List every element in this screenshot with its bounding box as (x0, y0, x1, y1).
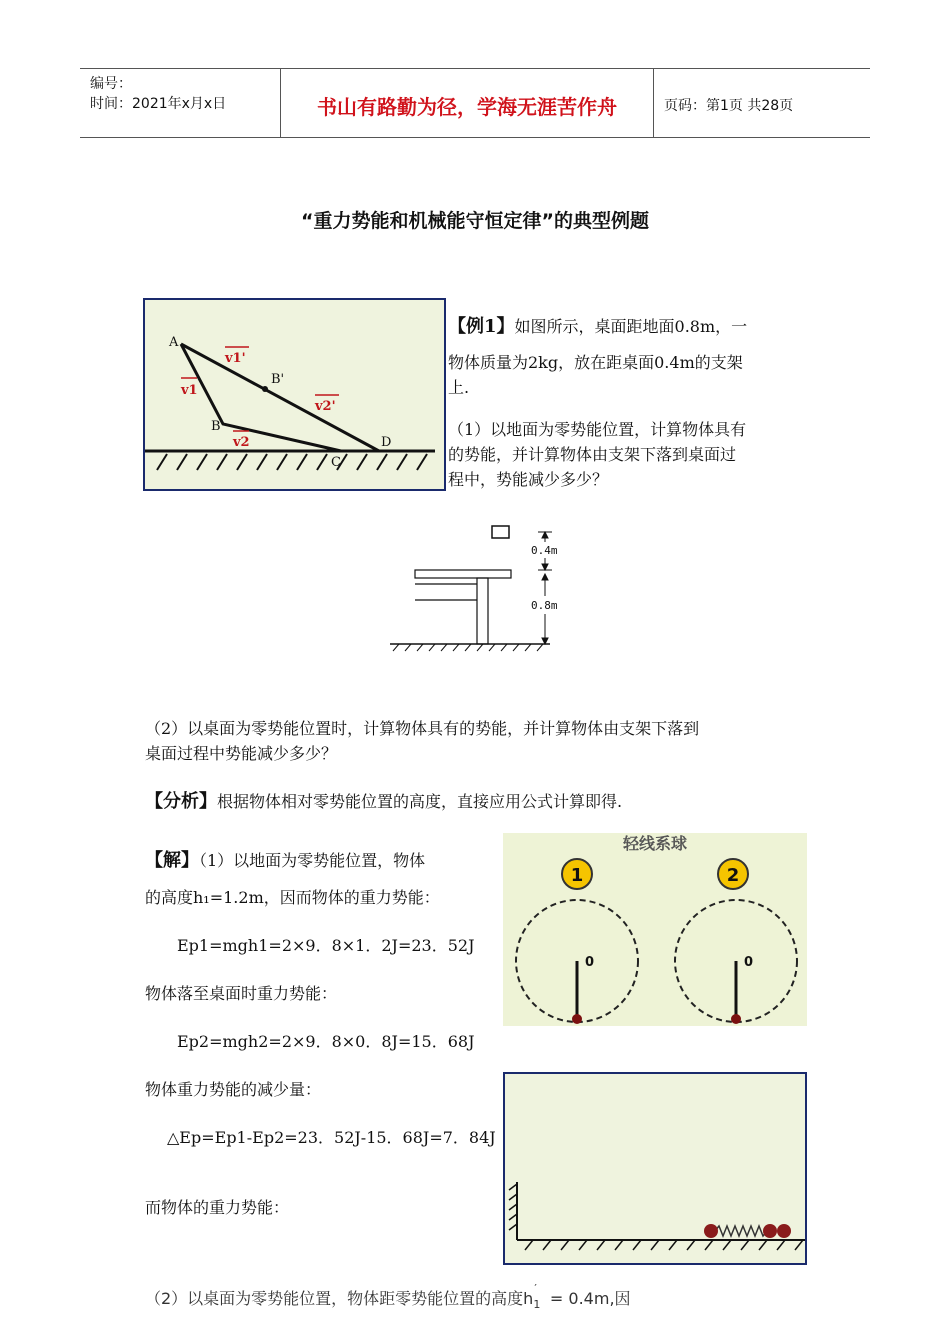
solution-block (145, 848, 500, 1220)
analysis-tag: 【分析】 (145, 791, 217, 812)
page-title: “重力势能和机械能守恒定律”的典型例题 (301, 210, 649, 232)
spring-diagram (505, 1074, 805, 1263)
label-v1-prime: v1' (225, 351, 246, 366)
bottom-line: （2）以桌面为零势能位置，物体距零势能位置的高度$h_1' = 0.4m$,因 (145, 1282, 631, 1311)
label-v1: v1 (181, 383, 198, 398)
table-diagram (385, 518, 585, 658)
analysis-block (145, 789, 825, 814)
incline-diagram (145, 300, 444, 489)
figure-spring (503, 1072, 807, 1265)
figure-table-stand (385, 518, 585, 658)
solution-l5: 而物体的重力势能： (145, 1198, 290, 1217)
page-header (80, 68, 870, 138)
pendulum-diagram (503, 833, 807, 1026)
example1-tag: 【例1】 (448, 316, 515, 337)
q2-line1: （2）以桌面为零势能位置时，计算物体具有的势能，并计算物体由支架下落到 (145, 719, 700, 738)
bottom-line-value: = 0.4m,因 (549, 1289, 631, 1308)
number-label: 编号： (90, 76, 132, 92)
pivot-label-2: 0 (744, 955, 754, 970)
header-page-cell (654, 69, 870, 137)
example1-text2: 物体质量为2kg，放在距桌面0.4m的支架 (448, 353, 743, 372)
solution-l3: 物体落至桌面时重力势能： (145, 984, 338, 1003)
label-d: D (381, 435, 392, 450)
example1-text3: 上. (448, 378, 470, 397)
pendulum-title: 轻线系球 (622, 834, 688, 853)
equation-1: Ep1=mgh1=2×9．8×1．2J=23．52J (177, 936, 475, 955)
pivot-label-1: 0 (585, 955, 595, 970)
page-info: 页码：第1页 共28页 (664, 98, 794, 114)
equation-2: Ep2=mgh2=2×9．8×0．8J=15．68J (177, 1032, 475, 1051)
label-b-prime: B' (271, 372, 285, 387)
question2-block (145, 716, 825, 766)
motto: 书山有路勤为径，学海无涯苦作舟 (317, 95, 617, 119)
date-label: 时间：2021年x月x日 (90, 96, 227, 112)
example1-text1: 如图所示，桌面距地面0.8m，一 (514, 317, 748, 336)
label-v2-prime: v2' (315, 399, 336, 414)
label-04m: 0.4m (531, 544, 558, 557)
header-meta-cell (80, 69, 281, 137)
header-motto-cell (281, 69, 654, 137)
example1-block (448, 314, 818, 492)
q1-line1: （1）以地面为零势能位置，计算物体具有 (448, 420, 747, 439)
badge-2-label: 2 (726, 865, 740, 886)
figure-incline-paths (143, 298, 446, 491)
label-08m: 0.8m (531, 599, 558, 612)
solution-l2: 的高度h₁=1.2m，因而物体的重力势能： (145, 888, 440, 907)
label-b: B (211, 419, 221, 434)
badge-1-label: 1 (570, 865, 584, 886)
figure-pendulum (503, 833, 807, 1026)
label-a: A (169, 335, 179, 350)
bottom-line-text: （2）以桌面为零势能位置，物体距零势能位置的高度h (145, 1289, 534, 1308)
label-c: C (331, 455, 341, 470)
equation-3: △Ep=Ep1-Ep2=23．52J-15．68J=7．84J (167, 1128, 496, 1147)
q1-line2: 的势能，并计算物体由支架下落到桌面过 (448, 445, 737, 464)
label-v2: v2 (233, 435, 250, 450)
solution-tag: 【解】 (145, 850, 199, 871)
solution-l1: （1）以地面为零势能位置，物体 (199, 851, 426, 870)
q2-line2: 桌面过程中势能减少多少？ (145, 744, 338, 763)
q1-line3: 程中，势能减少多少？ (448, 470, 609, 489)
solution-l4: 物体重力势能的减少量： (145, 1080, 322, 1099)
analysis-text: 根据物体相对零势能位置的高度，直接应用公式计算即得. (217, 792, 623, 811)
